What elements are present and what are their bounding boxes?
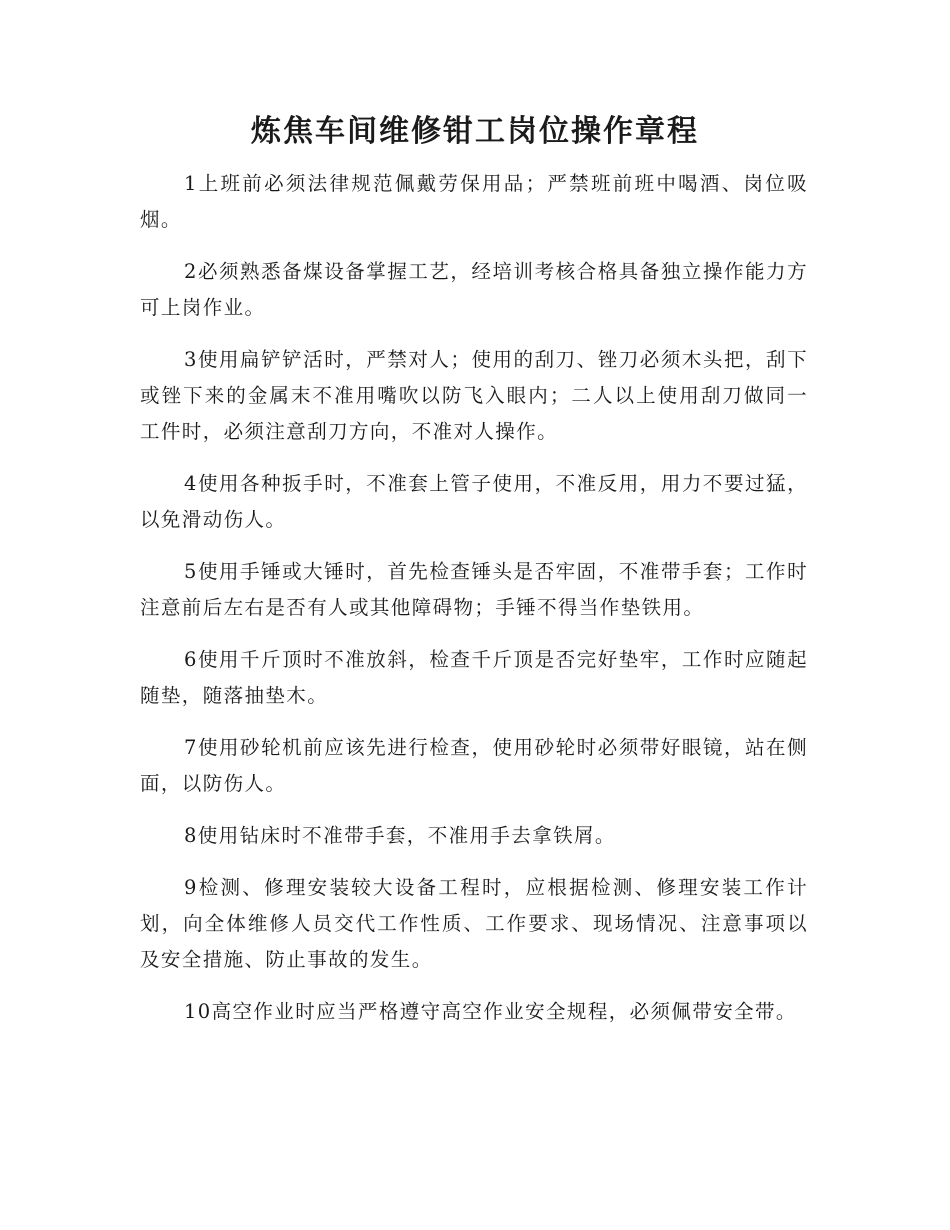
rule-paragraph-10: 10高空作业时应当严格遵守高空作业安全规程，必须佩带安全带。: [184, 1000, 797, 1023]
rule-paragraph-9: 9检测、修理安装较大设备工程时，应根据检测、修理安装工作计划，向全体维修人员交代工作性质、工作要求、现场情况、注意事项以及安全措施、防止事故的发生。: [140, 876, 808, 971]
rule-paragraph-8: 8使用钻床时不准带手套，不准用手去拿铁屑。: [184, 824, 616, 847]
rule-paragraph-1: 1上班前必须法律规范佩戴劳保用品；严禁班前班中喝酒、岗位吸烟。: [140, 172, 808, 231]
rule-paragraph-7: 7使用砂轮机前应该先进行检查，使用砂轮时必须带好眼镜，站在侧面，以防伤人。: [140, 736, 808, 795]
rule-paragraph-3: 3使用扁铲铲活时，严禁对人；使用的刮刀、锉刀必须木头把，刮下或锉下来的金属末不准用嘴吹以防飞入眼内；二人以上使用刮刀做同一工件时，必须注意刮刀方向，不准对人操作。: [140, 348, 808, 443]
rule-paragraph-2: 2必须熟悉备煤设备掌握工艺，经培训考核合格具备独立操作能力方可上岗作业。: [140, 260, 808, 319]
rule-paragraph-4: 4使用各种扳手时，不准套上管子使用，不准反用，用力不要过猛，以免滑动伤人。: [140, 472, 808, 531]
document-title: 炼焦车间维修钳工岗位操作章程: [251, 114, 699, 149]
document-body: [140, 166, 808, 1046]
rule-paragraph-6: 6使用千斤顶时不准放斜，检查千斤顶是否完好垫牢，工作时应随起随垫，随落抽垫木。: [140, 648, 808, 707]
rule-paragraph-5: 5使用手锤或大锤时，首先检查锤头是否牢固，不准带手套；工作时注意前后左右是否有人或其他障碍物；手锤不得当作垫铁用。: [140, 560, 808, 619]
